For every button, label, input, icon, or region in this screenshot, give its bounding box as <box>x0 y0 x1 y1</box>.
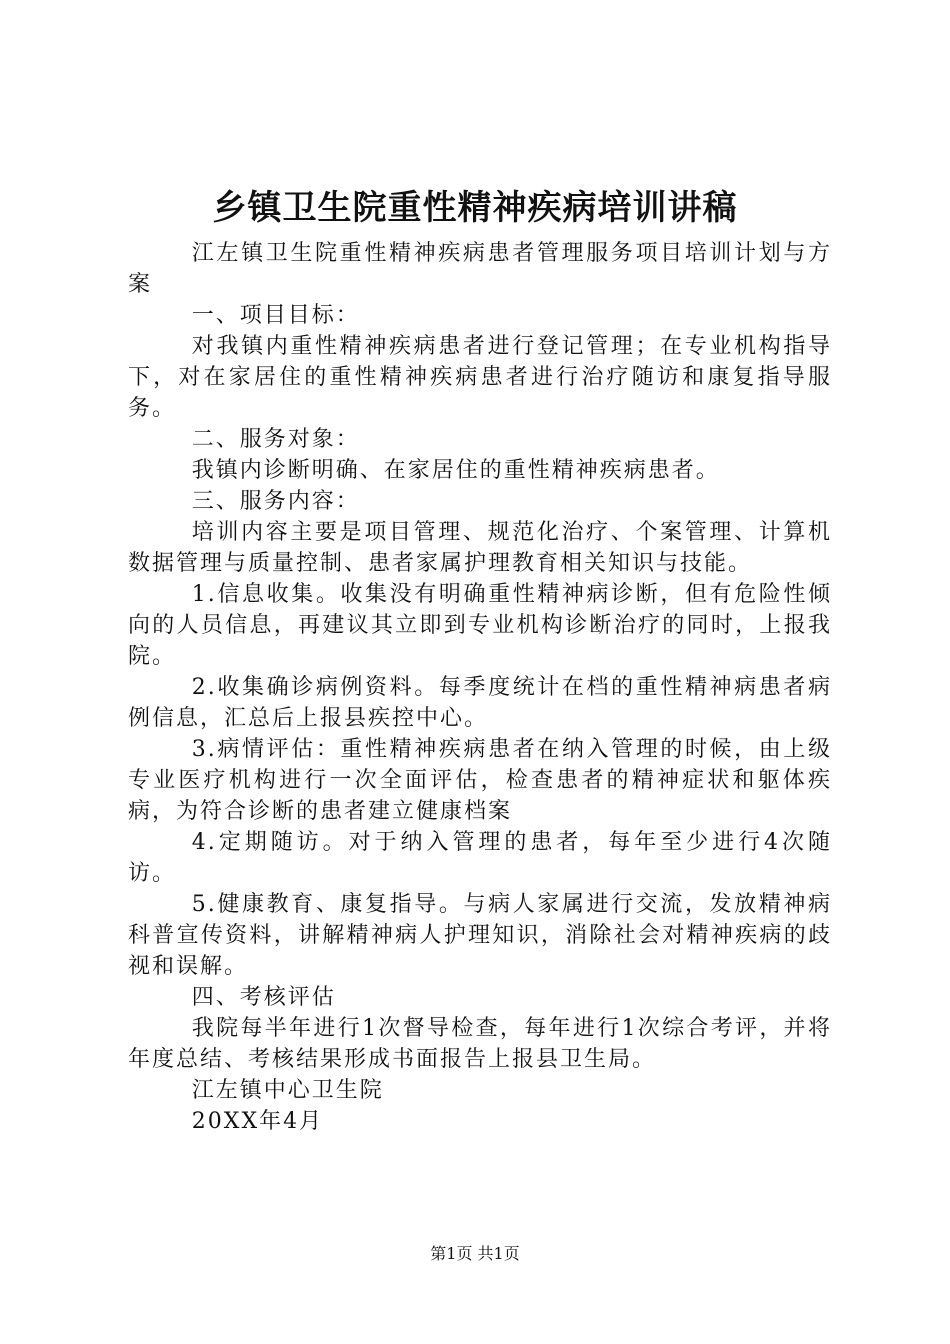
document-title: 乡镇卫生院重性精神疾病培训讲稿 <box>212 188 738 228</box>
section-heading-content: 三、服务内容： <box>191 489 360 514</box>
paragraph-item-3: 3.病情评估：重性精神疾病患者在纳入管理的时候，由上级专业医疗机构进行一次全面评估，检查患者的精神症状和躯体疾病，为符合诊断的患者建立健康档案 <box>128 737 832 824</box>
paragraph-item-2: 2.收集确诊病例资料。每季度统计在档的重性精神病患者病例信息，汇总后上报县疾控中心。 <box>128 675 832 731</box>
page-footer: 第1页 共1页 <box>430 1244 520 1263</box>
section-heading-target: 二、服务对象： <box>191 427 360 452</box>
document-body <box>128 238 832 1137</box>
section-heading-goal: 一、项目目标： <box>191 303 360 328</box>
paragraph-item-1: 1.信息收集。收集没有明确重性精神病诊断，但有危险性倾向的人员信息，再建议其立即到专业机构诊断治疗的同时，上报我院。 <box>128 582 832 669</box>
paragraph-target: 我镇内诊断明确、在家居住的重性精神疾病患者。 <box>191 458 720 483</box>
section-heading-assessment: 四、考核评估 <box>191 985 336 1010</box>
signature-date: 20XX年4月 <box>191 1109 324 1134</box>
paragraph-plan-title: 江左镇卫生院重性精神疾病患者管理服务项目培训计划与方案 <box>128 241 832 297</box>
paragraph-item-5: 5.健康教育、康复指导。与病人家属进行交流，发放精神病科普宣传资料，讲解精神病人护理知识，消除社会对精神疾病的歧视和误解。 <box>128 892 832 979</box>
paragraph-item-4: 4.定期随访。对于纳入管理的患者，每年至少进行4次随访。 <box>128 830 832 886</box>
paragraph-assessment: 我院每半年进行1次督导检查，每年进行1次综合考评，并将年度总结、考核结果形成书面报告上报县卫生局。 <box>128 1016 832 1072</box>
signature-organization: 江左镇中心卫生院 <box>191 1078 384 1103</box>
paragraph-content: 培训内容主要是项目管理、规范化治疗、个案管理、计算机数据管理与质量控制、患者家属护理教育相关知识与技能。 <box>128 520 832 576</box>
paragraph-goal: 对我镇内重性精神疾病患者进行登记管理；在专业机构指导下，对在家居住的重性精神疾病患者进行治疗随访和康复指导服务。 <box>128 334 832 421</box>
